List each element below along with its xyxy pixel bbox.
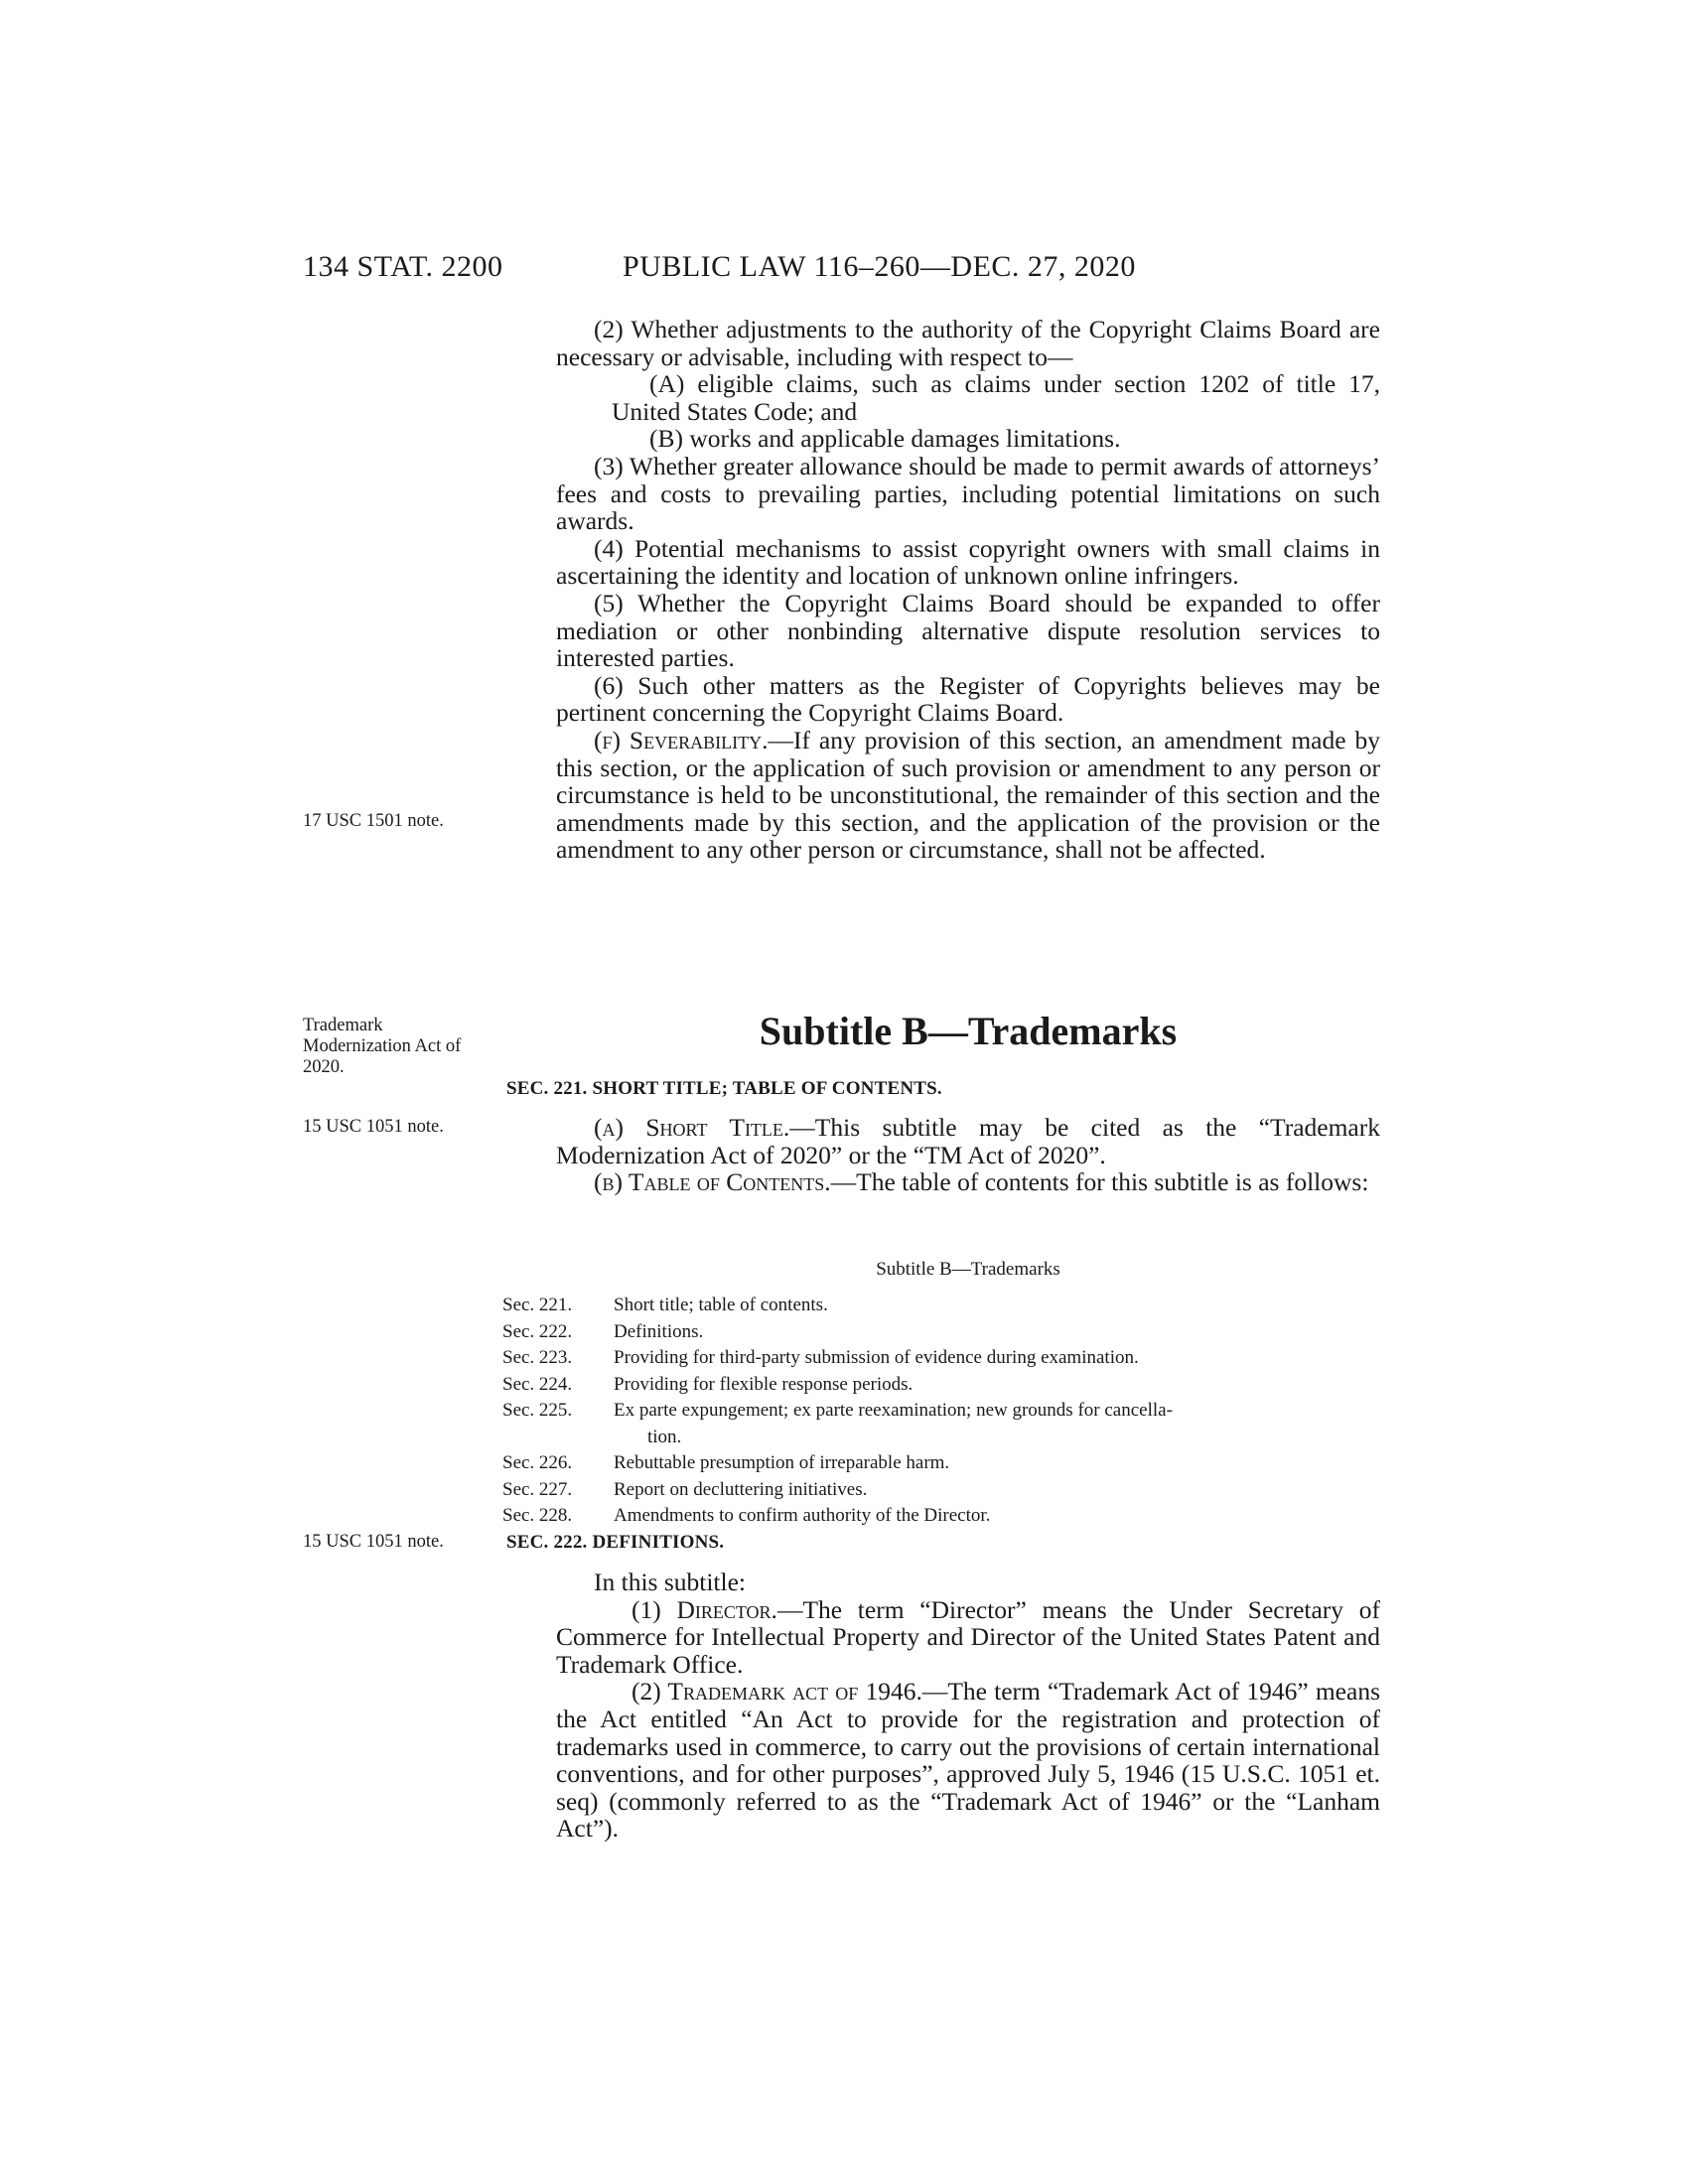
table-of-contents-paragraph (556, 1168, 1380, 1196)
toc-item (502, 1319, 1376, 1346)
public-law-title: PUBLIC LAW 116–260—DEC. 27, 2020 (623, 250, 1136, 283)
toc-item (502, 1450, 1376, 1477)
toc-section-title: Amendments to confirm authority of the Director. (614, 1505, 991, 1526)
severability-label: (f) Severability. (594, 725, 769, 754)
director-label: (1) Director. (632, 1594, 777, 1624)
short-title-text: —This subtitle may be cited as the “Trademark Modernization Act of 2020” or the “TM Act of 2020”. (556, 1113, 1380, 1169)
toc-item (502, 1398, 1376, 1450)
subparagraph-a: (A) eligible claims, such as claims under section 1202 of title 17, United States Code; and (612, 369, 1380, 426)
section-221-body (556, 1114, 1380, 1196)
paragraph-2: (2) Whether adjustments to the authority of the Copyright Claims Board are necessary or advisable, including with respect to— (556, 315, 1380, 371)
trademark-act-definition (556, 1678, 1380, 1843)
toc-section-title-continuation: tion. (647, 1426, 682, 1447)
toc-section-number: Sec. 222. (502, 1320, 573, 1342)
toc-title: Subtitle B—Trademarks (876, 1259, 1060, 1280)
toc-section-number: Sec. 224. (502, 1373, 573, 1395)
short-title-paragraph (556, 1114, 1380, 1168)
margin-note-15-usc-1051-a: 15 USC 1051 note. (303, 1117, 444, 1137)
table-of-contents (502, 1293, 1376, 1530)
toc-section-number: Sec. 221. (502, 1295, 573, 1315)
paragraph-6: (6) Such other matters as the Register of Copyrights believes may be pertinent concerning the Copyright Claims Board. (556, 670, 1380, 728)
toc-section-number: Sec. 223. (502, 1347, 573, 1368)
table-of-contents-text: —The table of contents for this subtitle is as follows: (830, 1167, 1369, 1197)
severability-text: —If any provision of this section, an amendment made by this section, or the application of such provision or amendment to any person or circumstance is held to be unconstitutional, the remainder of this section and the amendments made by this section, and the application of the provision or the amendment to any other person or circumstance, shall not be affected. (556, 725, 1380, 865)
director-text: —The term “Director” means the Under Secretary of Commerce for Intellectual Property and Director of the United States Patent and Trademark Office. (556, 1594, 1380, 1679)
short-title-label: (a) Short Title. (594, 1113, 790, 1142)
toc-section-title: Short title; table of contents. (614, 1295, 828, 1315)
toc-item (502, 1293, 1376, 1319)
section-222-heading: SEC. 222. DEFINITIONS. (506, 1532, 725, 1553)
director-definition (556, 1596, 1380, 1679)
toc-item (502, 1477, 1376, 1504)
severability-paragraph (556, 727, 1380, 864)
paragraph-5: (5) Whether the Copyright Claims Board should be expanded to offer mediation or other nonbinding alternative dispute resolution services to interested parties. (556, 588, 1380, 673)
subparagraph-b: (B) works and applicable damages limitations. (649, 424, 1121, 454)
toc-item (502, 1345, 1376, 1372)
toc-section-title: Providing for flexible response periods. (614, 1373, 914, 1395)
copyright-continuation (556, 316, 1380, 864)
section-221-heading: SEC. 221. SHORT TITLE; TABLE OF CONTENTS. (506, 1078, 942, 1099)
toc-section-number: Sec. 228. (502, 1505, 573, 1526)
toc-item (502, 1372, 1376, 1399)
toc-section-title: Providing for third-party submission of evidence during examination. (614, 1347, 1139, 1368)
definitions-intro: In this subtitle: (594, 1568, 746, 1596)
section-222-body (556, 1569, 1380, 1843)
toc-section-title: Report on decluttering initiatives. (614, 1478, 868, 1500)
page-header (303, 250, 1380, 290)
toc-section-number: Sec. 225. (502, 1400, 573, 1421)
toc-section-title-wrapped (614, 1398, 1376, 1450)
toc-section-number: Sec. 227. (502, 1478, 573, 1500)
toc-section-title: Definitions. (614, 1320, 704, 1342)
trademark-act-label: (2) Trademark act of 1946. (632, 1677, 922, 1706)
paragraph-3: (3) Whether greater allowance should be made to permit awards of attorneys’ fees and costs to prevailing parties, including potential limitations on such awards. (556, 451, 1380, 536)
toc-section-title: Rebuttable presumption of irreparable harm. (614, 1452, 950, 1473)
margin-note-15-usc-1051-b: 15 USC 1051 note. (303, 1532, 444, 1552)
subtitle-heading: Subtitle B—Trademarks (759, 1009, 1178, 1053)
toc-section-number: Sec. 226. (502, 1452, 573, 1473)
table-of-contents-label: (b) Table of Contents. (594, 1167, 831, 1197)
paragraph-4: (4) Potential mechanisms to assist copyright owners with small claims in ascertaining the identity and location of unknown online infringers. (556, 533, 1380, 591)
margin-note-17-usc-1501: 17 USC 1501 note. (303, 811, 444, 831)
toc-item (502, 1503, 1376, 1530)
statute-page-number: 134 STAT. 2200 (303, 250, 503, 283)
trademark-act-text: —The term “Trademark Act of 1946” means the Act entitled “An Act to provide for the registration and protection of trademarks used in commerce, to carry out the provisions of certain international conventions, and for other purposes”, approved July 5, 1946 (15 U.S.C. 1051 et. seq) (commonly referred to as the “Trademark Act of 1946” or the “Lanham Act”). (556, 1677, 1380, 1843)
toc-section-title: Ex parte expungement; ex parte reexamination; new grounds for cancella- (614, 1400, 1173, 1421)
margin-note-trademark-modernization-act: Trademark Modernization Act of 2020. (303, 1016, 462, 1077)
